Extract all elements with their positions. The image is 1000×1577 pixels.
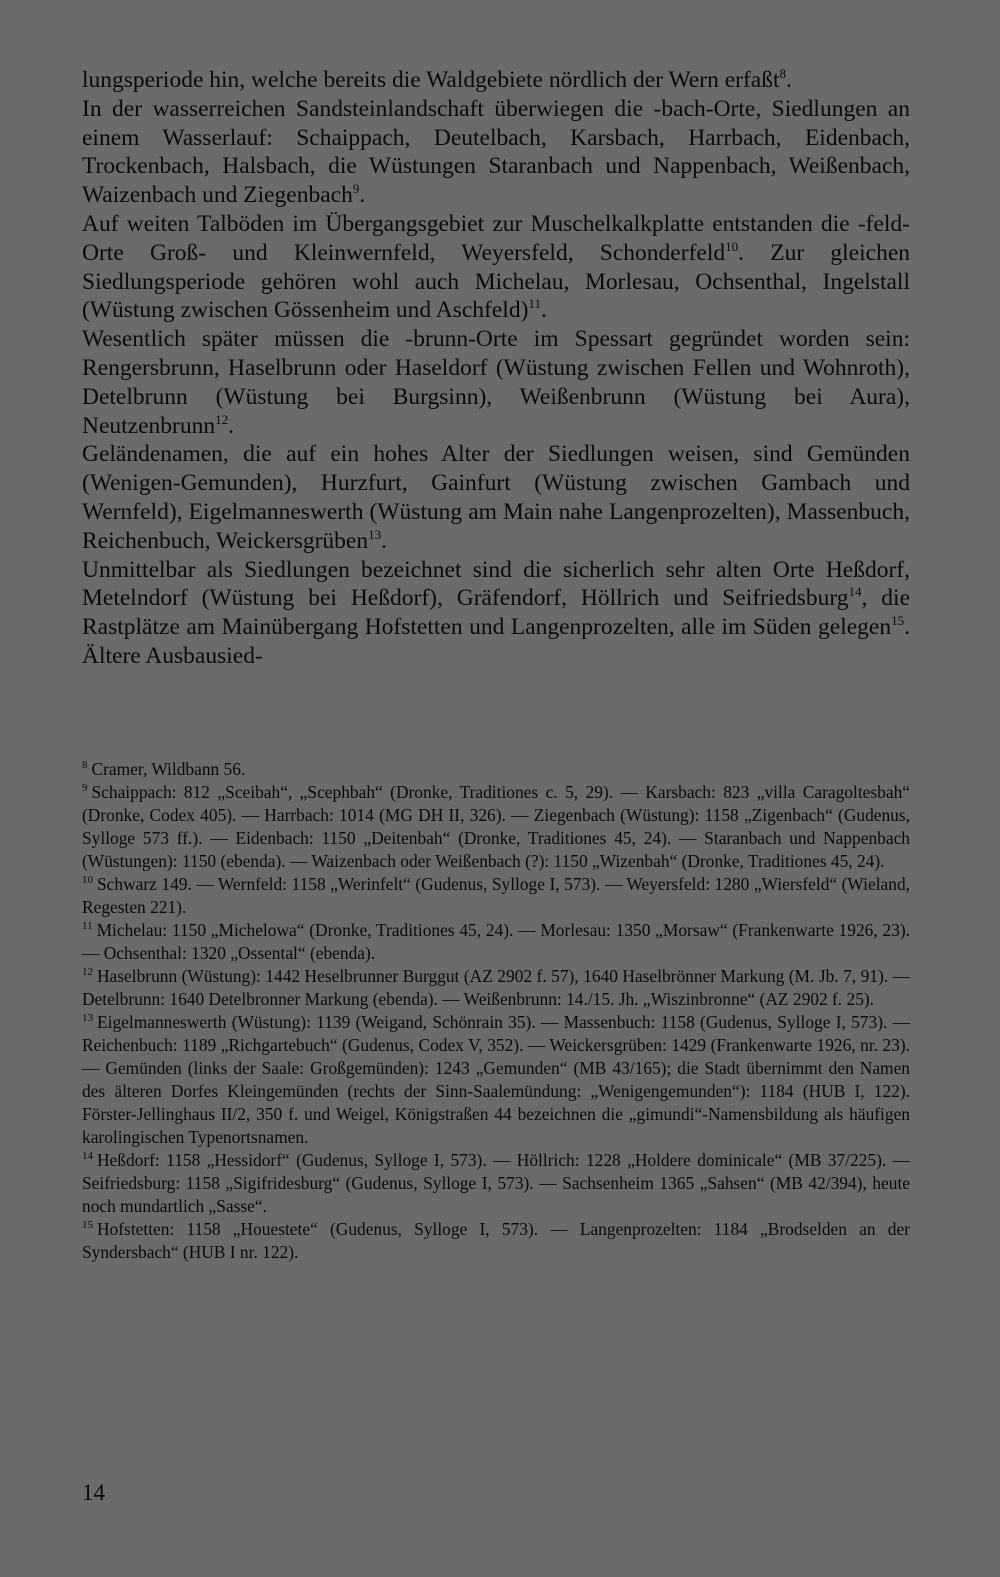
- footnote-ref: 14: [848, 584, 862, 600]
- footnote-number: 12: [82, 966, 93, 979]
- page-number: 14: [82, 1480, 105, 1505]
- paragraph-text: In der wasserreichen Sandsteinlandschaft überwiegen die -bach-Orte, Siedlungen an einem Wasserlauf: Schaippach, Deutelbach, Karsbach, Harrbach, Eidenbach, Trockenbach, Halsbach, die Wüstungen Staranbach und Nappenbach, Weißenbach, Waizenbach und Ziegenbach: [82, 95, 910, 209]
- paragraph-text: Geländenamen, die auf ein hohes Alter der Siedlungen weisen, sind Gemünden (Wenigen-Gemunden), Hurzfurt, Gainfurt (Wüstung zwischen Gambach und Wernfeld), Eigelmanneswerth (Wüstung am Main nahe Langenprozelten), Massenbuch, Reichenbuch, Weickersgrüben: [82, 441, 910, 554]
- paragraph-tail: . Ältere Ausbausied-: [82, 614, 910, 669]
- footnote: [82, 1149, 910, 1218]
- footnote-text: Michelau: 1150 „Michelowa“ (Dronke, Traditiones 45, 24). — Morlesau: 1350 „Morsaw“ (Frankenwarte 1926, 23). — Ochsenthal: 1320 „Ossental“ (ebenda).: [82, 920, 910, 963]
- footnote-text: Haselbrunn (Wüstung): 1442 Heselbrunner Burggut (AZ 2902 f. 57), 1640 Haselbrönner Markung (M. Jb. 7, 91). — Detelbrunn: 1640 Detelbronner Markung (ebenda). — Weißenbrunn: 14./15. Jh. „Wiszinbronne“ (AZ 2902 f. 25).: [82, 966, 910, 1009]
- paragraph-tail: , die Rastplätze am Mainübergang Hofstetten und Langenprozelten, alle im Süden gelegen: [82, 585, 910, 641]
- paragraph-tail: .: [785, 67, 792, 93]
- footnote-text: Cramer, Wildbann 56.: [91, 759, 246, 779]
- footnote-number: 9: [82, 782, 88, 795]
- footnote-text: Schwarz 149. — Wernfeld: 1158 „Werinfelt“ (Gudenus, Sylloge I, 573). — Weyersfeld: 1280 „Wiersfeld“ (Wieland, Regesten 221).: [82, 874, 910, 917]
- footnote-ref: 8: [779, 66, 786, 82]
- footnote-ref: 10: [725, 238, 739, 254]
- paragraph: [82, 556, 910, 671]
- paragraph: [82, 440, 910, 555]
- paragraph: [82, 95, 910, 210]
- footnote: [82, 919, 910, 965]
- footnote-ref: 12: [215, 411, 229, 427]
- footnote: [82, 1218, 910, 1264]
- footnote-text: Eigelmanneswerth (Wüstung): 1139 (Weigand, Schönrain 35). — Massenbuch: 1158 (Gudenus, Sylloge I, 573). — Reichenbuch: 1189 „Richgartebuch“ (Gudenus, Codex V, 352). — Weickersgrüben: 1429 (Frankenwarte 1926, nr. 23). — Gemünden (links der Saale: Großgemünden): 1243 „Gemunden“ (MB 43/165); die Stadt übernimmt den Namen des älteren Dorfes Kleingemünden (rechts der Sinn-Saalemündung: „Wenigengemunden“): 1184 (HUB I, 122). Förster-Jellinghaus II/2, 350 f. und Weigel, Königstraßen 44 bezeichnen die „gimundi“-Namensbildung als häufigen karolingischen Typenortsnamen.: [82, 1012, 910, 1147]
- footnote-number: 14: [82, 1150, 93, 1163]
- paragraph-tail: .: [359, 182, 366, 209]
- footnotes: [82, 758, 910, 1264]
- footnote-number: 11: [82, 920, 93, 933]
- footnote: [82, 1011, 910, 1149]
- footnote-number: 8: [82, 759, 88, 772]
- footnote-number: 15: [82, 1219, 93, 1232]
- paragraph-tail: .: [540, 297, 547, 324]
- footnote: [82, 781, 910, 873]
- paragraph-tail: .: [381, 527, 387, 554]
- paragraph-tail: . Zur gleichen Siedlungsperiode gehören wohl auch Michelau, Morlesau, Ochsenthal, Ingelstall (Wüstung zwischen Gössenheim und Aschfeld): [82, 239, 911, 324]
- footnote-number: 13: [82, 1012, 93, 1025]
- paragraph: [82, 66, 910, 95]
- footnote-ref: 13: [368, 526, 382, 542]
- paragraph-text: Auf weiten Talböden im Übergangsgebiet zur Muschelkalkplatte entstanden die -feld-Orte Groß- und Kleinwernfeld, Weyersfeld, Schonderfeld: [82, 210, 910, 266]
- footnote-text: Schaippach: 812 „Sceibah“, „Scephbah“ (Dronke, Traditiones c. 5, 29). — Karsbach: 823 „villa Caragoltesbah“ (Dronke, Codex 405). — Harrbach: 1014 (MG DH II, 326). — Ziegenbach (Wüstung): 1158 „Zigenbach“ (Gudenus, Sylloge 573 ff.). — Eidenbach: 1150 „Deitenbah“ (Dronke, Traditiones 45, 24). — Staranbach und Nappenbach (Wüstungen): 1150 (ebenda). — Waizenbach oder Weißenbach (?): 1150 „Wizenbah“ (Dronke, Traditiones 45, 24).: [82, 782, 910, 871]
- footnote-ref: 15: [891, 613, 905, 629]
- footnote-ref: 9: [352, 181, 360, 197]
- paragraph-text: Wesentlich später müssen die -brunn-Orte im Spessart gegründet worden sein: Rengersbrunn, Haselbrunn oder Haseldorf (Wüstung zwischen Fellen und Wohnroth), Detelbrunn (Wüstung bei Burgsinn), Weißenbrunn (Wüstung bei Aura), Neutzenbrunn: [82, 326, 910, 439]
- paragraph: [82, 210, 910, 325]
- paragraph: [82, 325, 910, 440]
- footnote-text: Heßdorf: 1158 „Hessidorf“ (Gudenus, Sylloge I, 573). — Höllrich: 1228 „Holdere dominicale“ (MB 37/225). — Seifriedsburg: 1158 „Sigifridesburg“ (Gudenus, Sylloge I, 573). — Sachsenheim 1365 „Sahsen“ (MB 42/394), heute noch mundartlich „Sasse“.: [82, 1150, 910, 1216]
- footnote-ref: 11: [528, 296, 541, 312]
- paragraph-text: lungsperiode hin, welche bereits die Waldgebiete nördlich der Wern erfaßt: [82, 67, 780, 93]
- footnote: [82, 873, 910, 919]
- footnote-number: 10: [82, 874, 93, 887]
- paragraph-text: Unmittelbar als Siedlungen bezeichnet sind die sicherlich sehr alten Orte Heßdorf, Metelndorf (Wüstung bei Heßdorf), Gräfendorf, Höllrich und Seifriedsburg: [82, 556, 910, 612]
- paragraph-tail: .: [228, 412, 234, 439]
- footnote: [82, 965, 910, 1011]
- main-text: [82, 66, 910, 671]
- footnote: [82, 758, 910, 781]
- footnote-text: Hofstetten: 1158 „Houestete“ (Gudenus, Sylloge I, 573). — Langenprozelten: 1184 „Brodselden an der Syndersbach“ (HUB I nr. 122).: [82, 1219, 910, 1262]
